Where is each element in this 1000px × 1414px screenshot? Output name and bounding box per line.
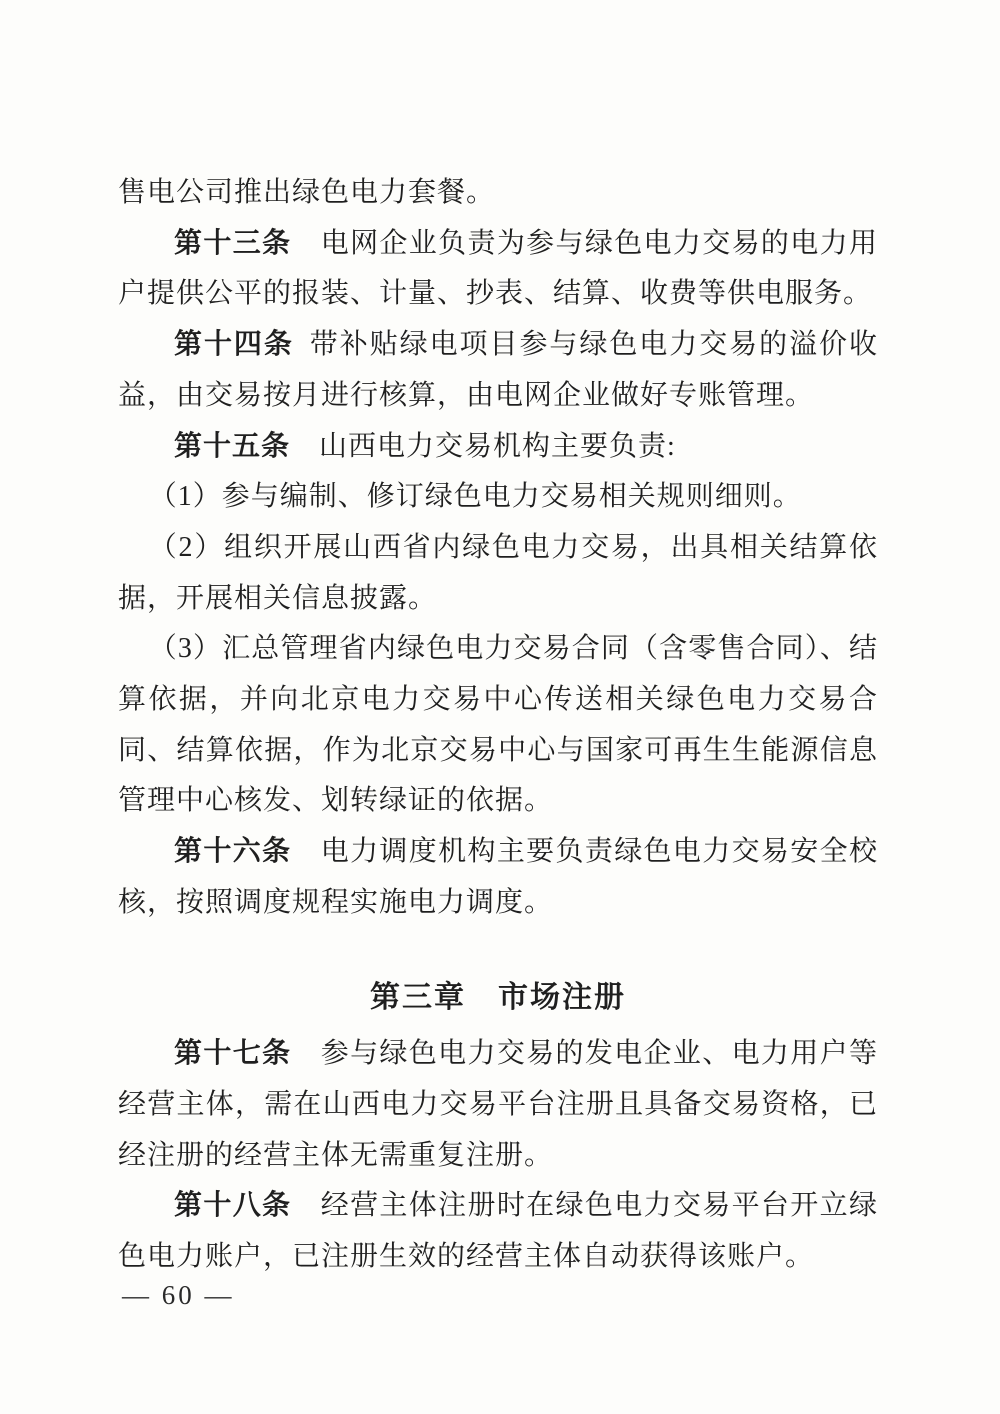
article-17-text: 参与绿色电力交易的发电企业、电力用户等经营主体，需在山西电力交易平台注册且具备交易资格，已经注册的经营主体无需重复注册。 xyxy=(118,1038,878,1171)
paragraph-list-item-1 xyxy=(118,472,878,523)
document-body xyxy=(118,168,878,1283)
paragraph-article-18 xyxy=(118,1181,878,1282)
paragraph-article-16 xyxy=(118,827,878,928)
page-number: — 60 — xyxy=(122,1280,235,1310)
list-item-3-text: （3）汇总管理省内绿色电力交易合同（含零售合同）、结算依据，并向北京电力交易中心传送相关绿色电力交易合同、结算依据，作为北京交易中心与国家可再生生能源信息管理中心核发、划转绿证的依据。 xyxy=(118,633,878,817)
article-15-number: 第十五条 xyxy=(174,430,291,462)
article-13-text: 电网企业负责为参与绿色电力交易的电力用户提供公平的报装、计量、抄表、结算、收费等供电服务。 xyxy=(118,227,878,310)
paragraph-article-15 xyxy=(118,422,878,473)
list-item-1-text: （1）参与编制、修订绿色电力交易相关规则细则。 xyxy=(148,481,802,513)
paragraph-article-17 xyxy=(118,1029,878,1181)
article-13-number: 第十三条 xyxy=(174,227,292,259)
article-18-text: 经营主体注册时在绿色电力交易平台开立绿色电力账户，已注册生效的经营主体自动获得该账户。 xyxy=(118,1190,878,1273)
chapter-heading-text: 第三章 市场注册 xyxy=(370,980,626,1014)
article-18-number: 第十八条 xyxy=(174,1190,292,1222)
list-item-2-text: （2）组织开展山西省内绿色电力交易，出具相关结算依据，开展相关信息披露。 xyxy=(118,531,878,614)
article-16-text: 电力调度机构主要负责绿色电力交易安全校核，按照调度规程实施电力调度。 xyxy=(118,836,878,918)
article-16-number: 第十六条 xyxy=(174,836,292,868)
paragraph-list-item-3 xyxy=(118,624,878,827)
paragraph-list-item-2 xyxy=(118,523,878,624)
article-15-text: 山西电力交易机构主要负责: xyxy=(290,430,676,462)
article-14-text: 带补贴绿电项目参与绿色电力交易的溢价收益，由交易按月进行核算，由电网企业做好专账管理。 xyxy=(118,329,878,411)
article-14-number: 第十四条 xyxy=(174,329,294,361)
article-17-number: 第十七条 xyxy=(174,1038,292,1070)
paragraph-article-13 xyxy=(118,219,878,320)
chapter-heading xyxy=(118,973,878,1024)
paragraph-continuation xyxy=(118,168,878,219)
body-text: 售电公司推出绿色电力套餐。 xyxy=(118,177,496,208)
paragraph-article-14 xyxy=(118,320,878,421)
